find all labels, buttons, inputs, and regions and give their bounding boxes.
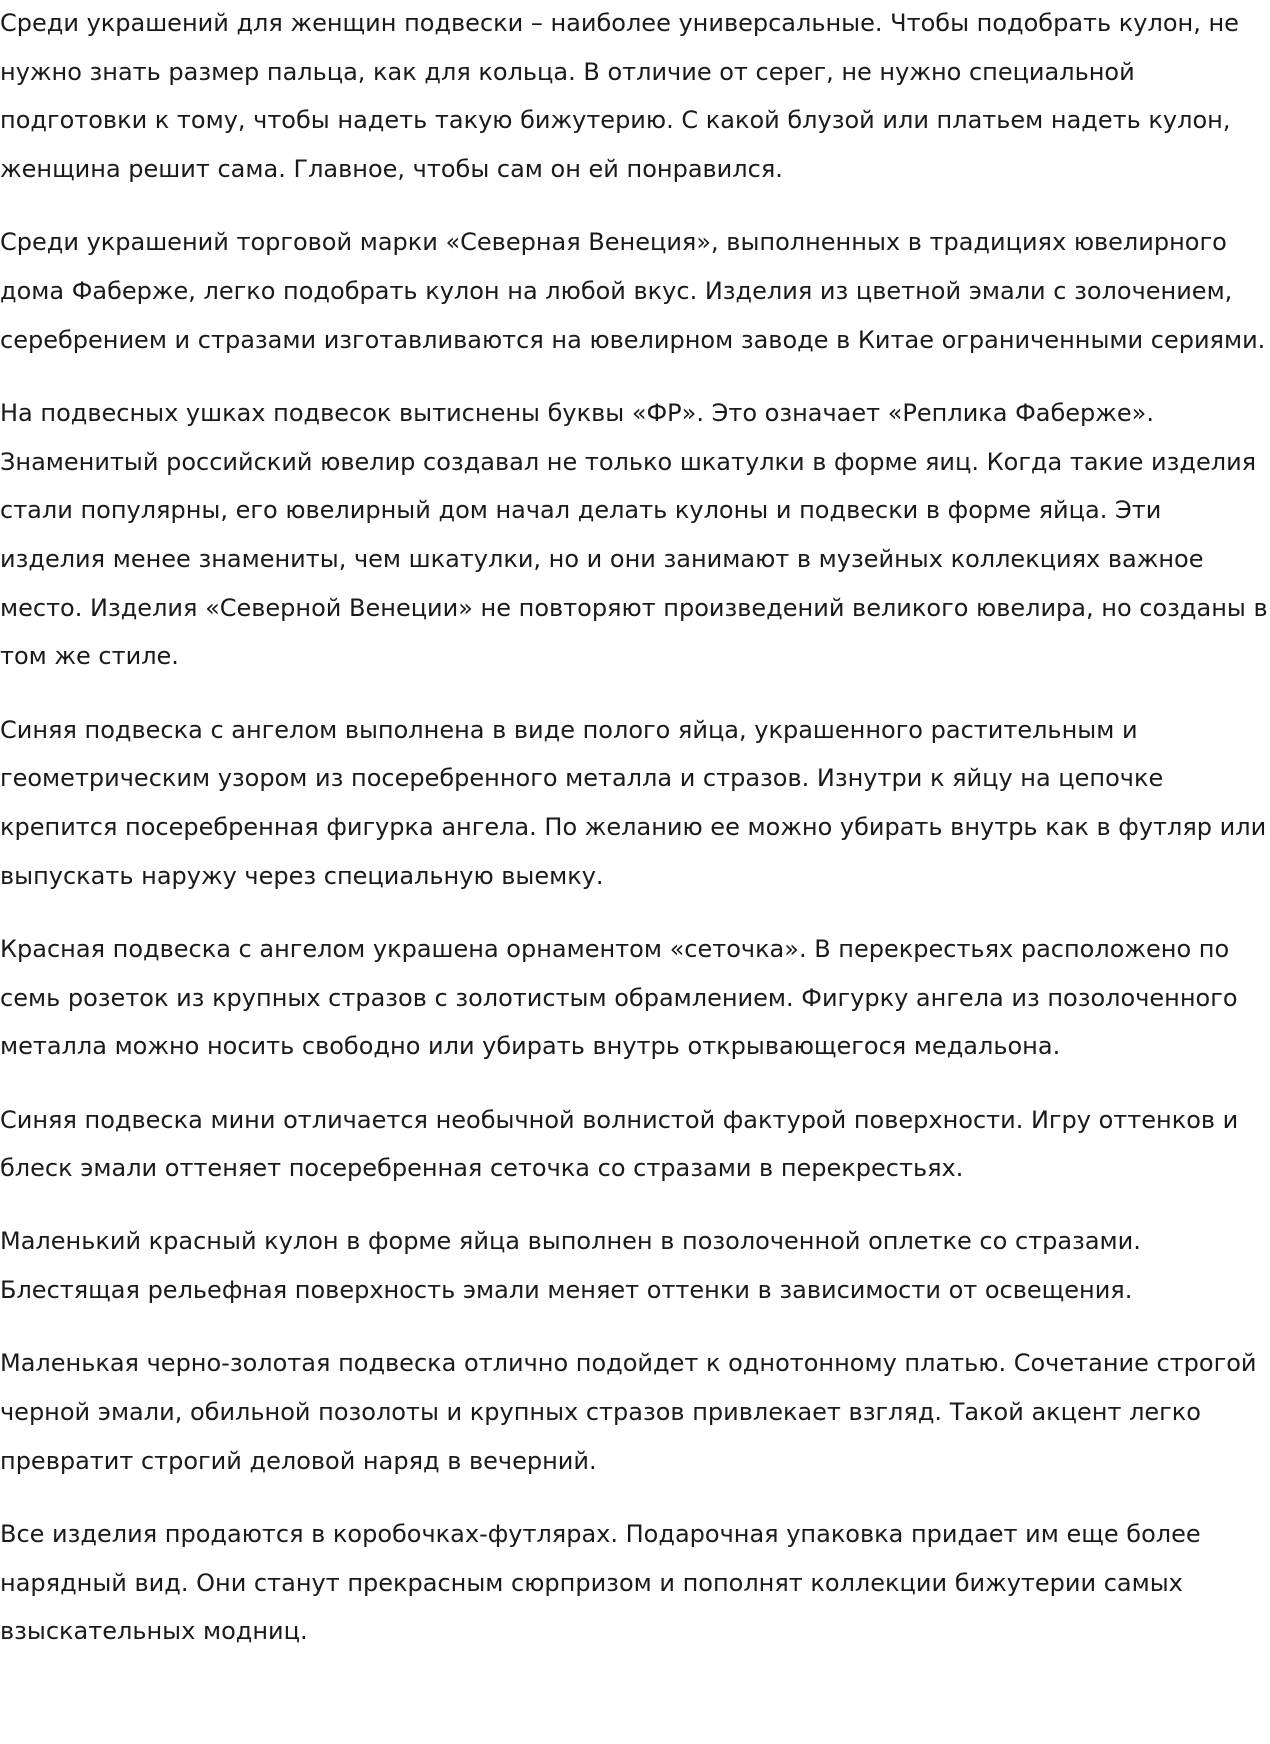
paragraph-faberge: На подвесных ушках подвесок вытиснены буквы «ФР». Это означает «Реплика Фаберже». Знаменитый российский ювелир создавал не только шкатулки в форме яиц. Когда такие изделия стали популярны, его ювелирный дом начал делать кулоны и подвески в форме яйца. Эти изделия менее знамениты, чем шкатулки, но и они занимают в музейных коллекциях важное место. Изделия «Северной Венеции» не повторяют произведений великого ювелира, но созданы в том же стиле. [0,398,1268,671]
paragraph-blue-angel: Синяя подвеска с ангелом выполнена в виде полого яйца, украшенного растительным и геометрическим узором из посеребренного металла и стразов. Изнутри к яйцу на цепочке крепится посеребренная фигурка ангела. По желанию ее можно убирать внутрь как в футляр или выпускать наружу через специальную выемку. [0,715,1267,890]
paragraph-red-angel: Красная подвеска с ангелом украшена орнаментом «сеточка». В перекрестьях расположено по семь розеток из крупных стразов с золотистым обрамлением. Фигурку ангела из позолоченного металла можно носить свободно или убирать внутрь открывающегося медальона. [0,934,1238,1061]
paragraph-black-gold: Маленькая черно-золотая подвеска отлично подойдет к однотонному платью. Сочетание строгой черной эмали, обильной позолоты и крупных стразов привлекает взгляд. Такой акцент легко превратит строгий деловой наряд в вечерний. [0,1349,1257,1475]
paragraph-blue-mini: Синяя подвеска мини отличается необычной волнистой фактурой поверхности. Игру оттенков и блеск эмали оттеняет посеребренная сеточка со стразами в перекрестьях. [0,1105,1239,1183]
paragraph-brand: Среди украшений торговой марки «Северная Венеция», выполненных в традициях ювелирного дома Фаберже, легко подобрать кулон на любой вкус. Изделия из цветной эмали с золочением, серебрением и стразами изготавливаются на ювелирном заводе в Китае ограниченными сериями. [0,228,1266,354]
paragraph-packaging: Все изделия продаются в коробочках-футлярах. Подарочная упаковка придает им еще более нарядный вид. Они станут прекрасным сюрпризом и пополнят коллекции бижутерии самых взыскательных модниц. [0,1519,1201,1646]
paragraph-red-small: Маленький красный кулон в форме яйца выполнен в позолоченной оплетке со стразами. Блестящая рельефная поверхность эмали меняет оттенки в зависимости от освещения. [0,1227,1141,1305]
paragraph-intro: Среди украшений для женщин подвески – наиболее универсальные. Чтобы подобрать кулон, не нужно знать размер пальца, как для кольца. В отличие от серег, не нужно специальной подготовки к тому, чтобы надеть такую бижутерию. С какой блузой или платьем надеть кулон, женщина решит сама. Главное, чтобы сам он ей понравился. [0,9,1239,184]
